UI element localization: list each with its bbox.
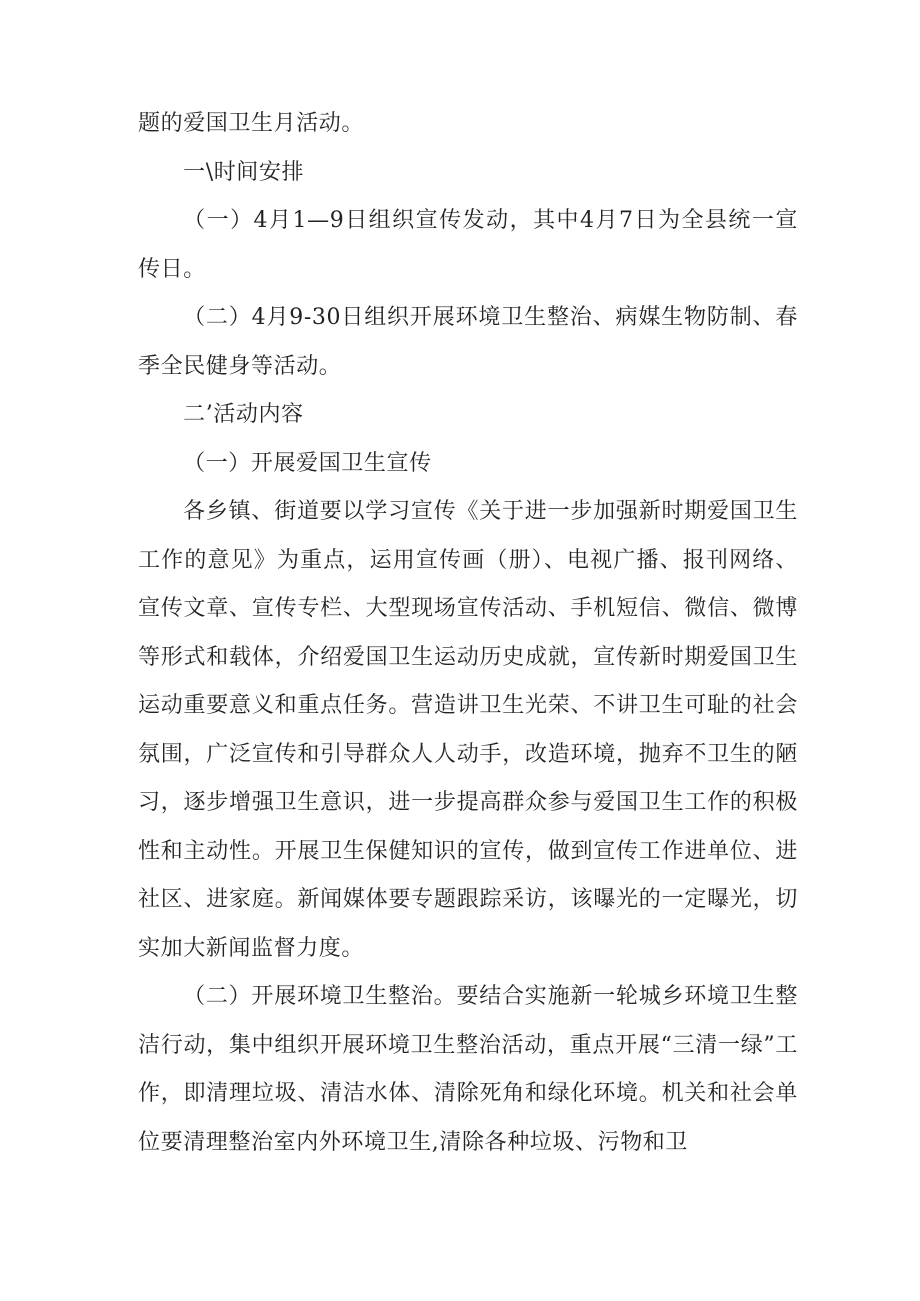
paragraph-continuation: 题的爱国卫生月活动。 (138, 111, 365, 136)
document-body (138, 100, 798, 1167)
schedule-item-1: （一）4月1—9日组织宣传发动，其中4月7日为全县统一宣传日。 (138, 208, 798, 282)
paragraph-environment-body: （二）开展环境卫生整治。要结合实施新一轮城乡环境卫生整洁行动，集中组织开展环境卫生整治活动，重点开展“三清一绿”工作，即清理垃圾、清洁水体、清除死角和绿化环境。机关和社会单位要清理整治室内外环境卫生,清除各种垃圾、污物和卫 (138, 984, 798, 1155)
section-heading-activities: 二’活动内容 (183, 402, 304, 427)
subsection-heading-promotion: （一）开展爱国卫生宣传 (183, 450, 432, 476)
section-heading-schedule: 一\时间安排 (183, 159, 305, 185)
schedule-item-2: （二）4月9-30日组织开展环境卫生整治、病媒生物防制、春季全民健身等活动。 (138, 305, 798, 379)
paragraph-promotion-body: 各乡镇、街道要以学习宣传《关于进一步加强新时期爱国卫生工作的意见》为重点，运用宣传画（册）、电视广播、报刊网络、宣传文章、宣传专栏、大型现场宣传活动、手机短信、微信、微博等形式和载体，介绍爱国卫生运动历史成就，宣传新时期爱国卫生运动重要意义和重点任务。营造讲卫生光荣、不讲卫生可耻的社会氛围，广泛宣传和引导群众人人动手，改造环境，抛弃不卫生的陋习，逐步增强卫生意识，进一步提高群众参与爱国卫生工作的积极性和主动性。开展卫生保健知识的宣传，做到宣传工作进单位、进社区、进家庭。新闻媒体要专题跟踪采访，该曝光的一定曝光，切实加大新闻监督力度。 (138, 499, 798, 961)
